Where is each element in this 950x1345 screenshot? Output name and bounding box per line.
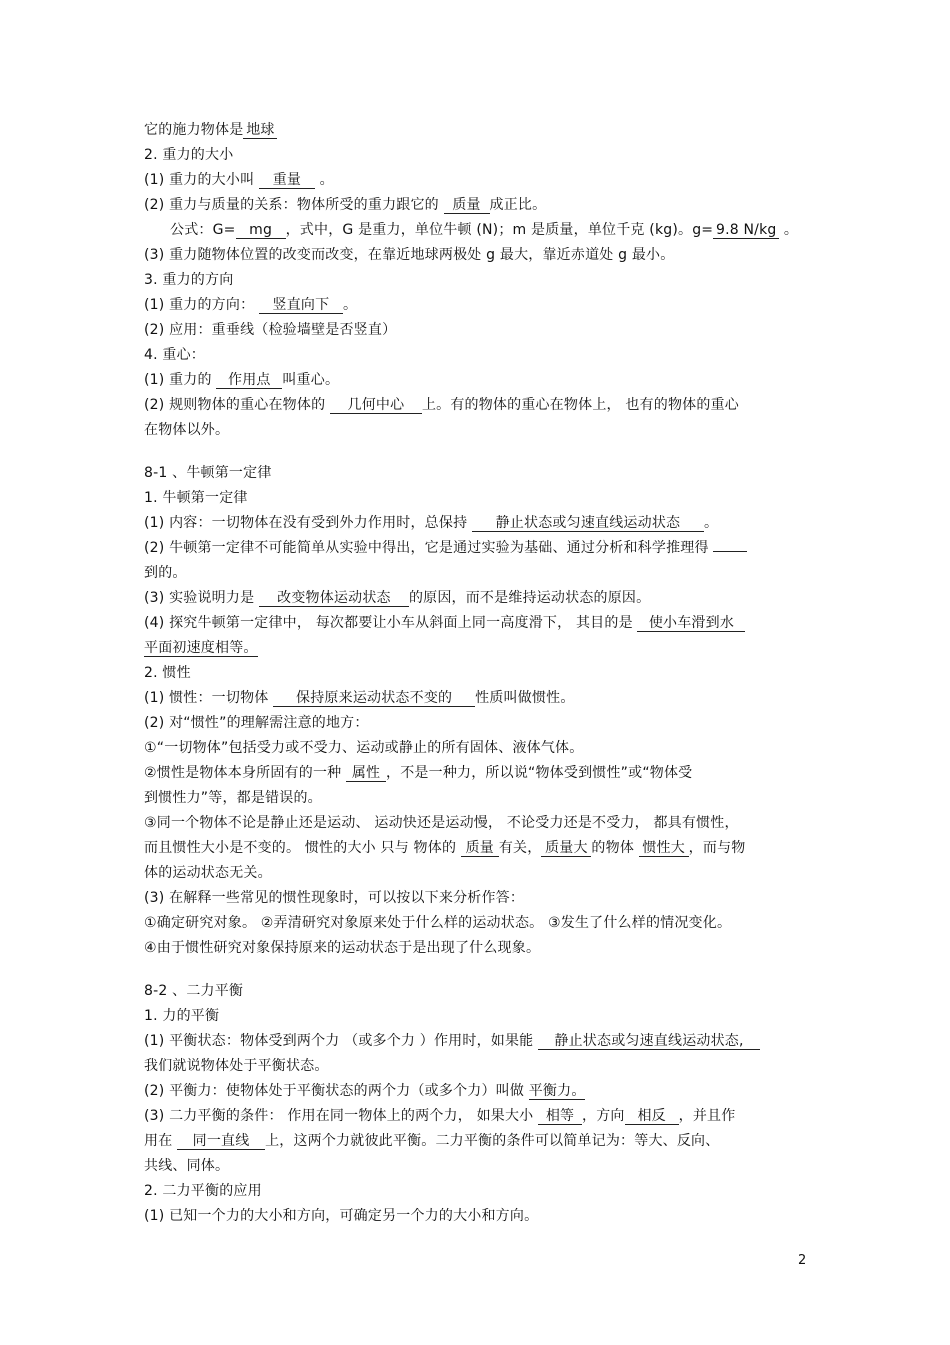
answer-blank: 质量大 [541, 840, 591, 857]
section-heading: 1. 牛顿第一定律 [144, 490, 248, 506]
text-line: 用在 同一直线 上，这两个力就彼此平衡。二力平衡的条件可以简单记为：等大、反向、 [144, 1133, 720, 1149]
text-line: (1) 重力的大小叫 重量 。 [144, 172, 334, 188]
text-line: ③同一个物体不论是静止还是运动、 运动快还是运动慢， 不论受力还是不受力， 都具有惯性， [144, 815, 739, 831]
answer-blank: 改变物体运动状态 [259, 590, 409, 607]
answer-blank: 保持原来运动状态不变的 [273, 690, 475, 707]
text-line: (3) 二力平衡的条件： 作用在同一物体上的两个力， 如果大小 相等 ，方向 相反 ，并且作 [144, 1108, 736, 1124]
text-line: ①“一切物体”包括受力或不受力、运动或静止的所有固体、液体气体。 [144, 740, 584, 756]
text-line: (2) 规则物体的重心在物体的 几何中心 上。有的物体的重心在物体上， 也有的物体的重心 [144, 397, 739, 413]
answer-blank: 使小车滑到水 [637, 615, 745, 632]
text-line: (1) 重力的 作用点 叫重心。 [144, 372, 340, 388]
text-line: (1) 已知一个力的大小和方向，可确定另一个力的大小和方向。 [144, 1208, 539, 1224]
answer-blank: 平面初速度相等。 [144, 640, 258, 656]
answer-blank: 9.8 N/kg [713, 222, 779, 239]
text-line: (2) 牛顿第一定律不可能简单从实验中得出，它是通过实验为基础、通过分析和科学推理得 [144, 539, 747, 557]
text-line: 我们就说物体处于平衡状态。 [144, 1058, 329, 1074]
text-line: 共线、同体。 [144, 1158, 230, 1174]
answer-blank: 静止状态或匀速直线运动状态, [538, 1033, 760, 1050]
section-heading: 2. 惯性 [144, 665, 191, 681]
text-line: 在物体以外。 [144, 422, 230, 438]
answer-blank: 静止状态或匀速直线运动状态 [472, 515, 704, 532]
text-line: (4) 探究牛顿第一定律中， 每次都要让小车从斜面上同一高度滑下， 其目的是 使小车滑到水 [144, 614, 745, 632]
text-line [144, 639, 258, 657]
page-number: 2 [798, 1253, 807, 1268]
section-heading: 2. 二力平衡的应用 [144, 1183, 262, 1199]
answer-blank [713, 551, 747, 552]
answer-blank: 同一直线 [177, 1133, 265, 1150]
section-title: 8-2 、二力平衡 [144, 983, 244, 999]
section-heading: 4. 重心： [144, 347, 206, 363]
section-heading: 3. 重力的方向 [144, 272, 234, 288]
text-line: (1) 惯性：一切物体 保持原来运动状态不变的 性质叫做惯性。 [144, 690, 575, 706]
text-line: (1) 内容：一切物体在没有受到外力作用时，总保持 静止状态或匀速直线运动状态 。 [144, 515, 719, 531]
text-line: (1) 重力的方向： 竖直向下 。 [144, 297, 358, 313]
answer-blank: 相反 [625, 1108, 679, 1125]
answer-blank: 重量 [259, 172, 315, 189]
section-heading: 2. 重力的大小 [144, 147, 234, 163]
answer-blank: mg [236, 222, 286, 239]
answer-blank: 平衡力。 [528, 1083, 586, 1099]
answer-blank: 质量 [444, 197, 490, 214]
text-line: ①确定研究对象。 ②弄清研究对象原来处于什么样的运动状态。 ③发生了什么样的情况变化。 [144, 915, 732, 931]
text-line: (2) 对“惯性”的理解需注意的地方： [144, 715, 369, 731]
text-line: (3) 在解释一些常见的惯性现象时，可以按以下来分析作答： [144, 890, 525, 906]
answer-blank: 竖直向下 [259, 297, 343, 314]
answer-blank: 地球 [243, 122, 277, 139]
text-line: (2) 应用：重垂线（检验墙壁是否竖直） [144, 322, 397, 338]
text-line: 体的运动状态无关。 [144, 865, 272, 881]
answer-blank: 质量 [461, 840, 499, 857]
text-line: 到的。 [144, 565, 187, 581]
text-line: (3) 重力随物体位置的改变而改变，在靠近地球两极处 g 最大，靠近赤道处 g 最小。 [144, 247, 675, 263]
section-title: 8-1 、牛顿第一定律 [144, 465, 272, 481]
formula-line: 公式：G= mg ，式中，G 是重力，单位牛顿 (N)；m 是质量，单位千克 (kg)。g= 9.8 N/kg 。 [170, 222, 799, 238]
answer-blank: 属性 [346, 765, 386, 782]
answer-blank: 作用点 [216, 372, 282, 389]
text-line: (2) 重力与质量的关系：物体所受的重力跟它的 质量 成正比。 [144, 197, 547, 213]
text-line: (2) 平衡力：使物体处于平衡状态的两个力（或多个力）叫做 平衡力。 [144, 1083, 586, 1099]
text-line: (3) 实验说明力是 改变物体运动状态 的原因，而不是维持运动状态的原因。 [144, 590, 651, 606]
text-line: ④由于惯性研究对象保持原来的运动状态于是出现了什么现象。 [144, 940, 541, 956]
text-line: 而且惯性大小是不变的。 惯性的大小 只与 物体的 质量 有关， 质量大 的物体 惯性大 ，而与物 [144, 840, 746, 856]
answer-blank: 惯性大 [639, 840, 689, 857]
text-line: (1) 平衡状态：物体受到两个力 （或多个力 ）作用时，如果能 静止状态或匀速直线运动状态, [144, 1032, 760, 1050]
answer-blank: 几何中心 [330, 397, 422, 414]
text-line: 到惯性力”等，都是错误的。 [144, 790, 322, 806]
section-heading: 1. 力的平衡 [144, 1008, 220, 1024]
text-line: 它的施力物体是 地球 [144, 121, 277, 139]
text-line: ②惯性是物体本身所固有的一种 属性 ，不是一种力，所以说“物体受到惯性”或“物体受 [144, 765, 693, 781]
answer-blank: 相等 [538, 1108, 582, 1125]
